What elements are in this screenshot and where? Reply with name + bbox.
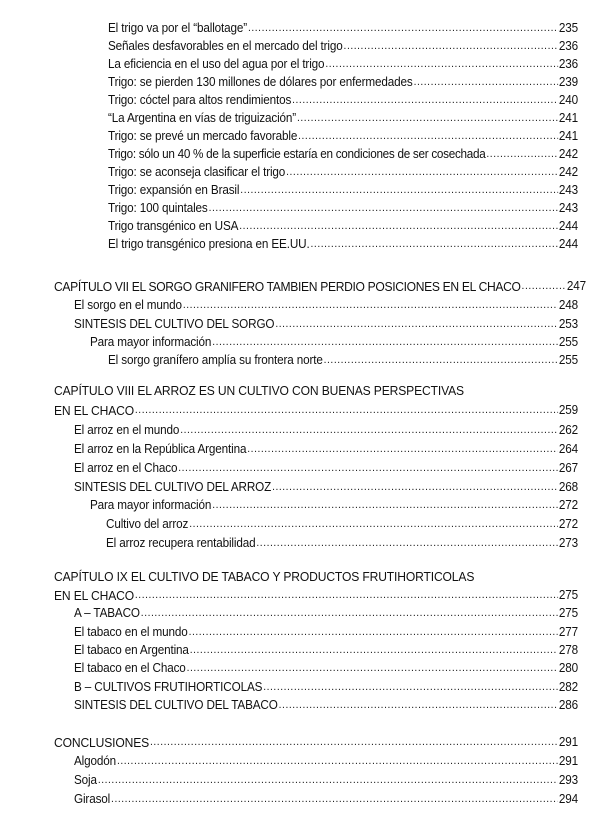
toc-entry [74,420,578,438]
toc-entry [108,180,578,198]
dot-leader [298,129,558,144]
chapter-heading [54,566,586,584]
entry-page: 255 [558,353,578,367]
entry-page: 291 [558,754,578,768]
entry-title: El trigo transgénico presiona en EE.UU. [108,237,310,251]
dot-leader [311,237,558,252]
dot-leader [256,536,558,551]
toc-entry [108,216,578,234]
dot-leader [178,461,558,476]
dot-leader [209,201,558,216]
toc-entry [108,90,578,108]
entry-title: El tabaco en Argentina [74,643,189,657]
entry-title: Trigo: se prevé un mercado favorable [108,129,298,143]
toc-entry [90,332,578,350]
entry-page: 275 [558,606,578,620]
dot-leader [248,21,558,36]
dot-leader [190,643,558,658]
entry-title: Soja [74,773,97,787]
entry-page: 282 [558,680,578,694]
dot-leader [297,111,558,126]
toc-entry [74,477,578,495]
dot-leader [414,75,558,90]
entry-page: 244 [558,219,578,233]
entry-title: EN EL CHACO [54,588,134,603]
toc-entry [108,350,578,368]
entry-page: 272 [558,517,578,531]
toc-entry [74,458,578,476]
dot-leader [263,680,558,695]
dot-leader [187,661,558,676]
toc-entry [108,234,578,252]
entry-page: 268 [558,480,578,494]
entry-title: CAPÍTULO IX EL CULTIVO DE TABACO Y PRODUCTOS FRUTIHORTICOLAS [54,569,475,584]
dot-leader [189,517,558,532]
dot-leader [522,279,566,294]
chapter-heading-continued [54,585,578,603]
entry-page: 247 [566,279,586,293]
entry-title: El arroz en la República Argentina [74,442,247,456]
toc-entry [74,439,578,457]
entry-title: CAPÍTULO VII EL SORGO GRANIFERO TAMBIEN PERDIO POSICIONES EN EL CHACO [54,279,521,294]
entry-page: 243 [558,183,578,197]
chapter-heading [54,276,586,294]
dot-leader [486,147,558,162]
entry-page: 294 [558,792,578,806]
entry-page: 243 [558,201,578,215]
entry-page: 259 [558,403,578,417]
dot-leader [98,773,558,788]
entry-title: Trigo: 100 quintales [108,201,208,215]
toc-entry [108,36,578,54]
entry-page: 244 [558,237,578,251]
entry-page: 272 [558,498,578,512]
entry-title: Trigo: cóctel para altos rendimientos [108,93,292,107]
entry-page: 240 [558,93,578,107]
toc-entry [74,603,578,621]
entry-title: Para mayor información [90,335,212,349]
toc-entry [74,789,578,807]
toc-entry [74,622,578,640]
toc-entry [108,72,578,90]
toc-entry [108,126,578,144]
toc-entry [108,162,578,180]
chapter-heading [54,732,578,750]
dot-leader [117,754,558,769]
entry-title: Para mayor información [90,498,212,512]
toc-entry [74,658,578,676]
entry-page: 286 [558,698,578,712]
entry-title: El arroz en el mundo [74,423,180,437]
entry-title: “La Argentina en vías de triguización” [108,111,297,125]
dot-leader [279,698,558,713]
entry-title: Trigo transgénico en USA [108,219,239,233]
entry-page: 248 [558,298,578,312]
dot-leader [111,792,558,807]
entry-title: Trigo: expansión en Brasil [108,183,240,197]
dot-leader [183,298,558,313]
entry-page: 264 [558,442,578,456]
dot-leader [135,403,558,418]
toc-entry [74,314,578,332]
entry-title: SINTESIS DEL CULTIVO DEL SORGO [74,317,275,331]
entry-page: 278 [558,643,578,657]
entry-title: Algodón [74,754,117,768]
toc-entry [74,677,578,695]
dot-leader [286,165,558,180]
dot-leader [135,588,558,603]
toc-entry [74,640,578,658]
toc-entry [74,695,578,713]
entry-page: 241 [558,129,578,143]
dot-leader [180,423,558,438]
dot-leader [150,735,558,750]
toc-entry [74,295,578,313]
dot-leader [344,39,558,54]
dot-leader [324,353,558,368]
entry-page: 277 [558,625,578,639]
entry-title: El arroz recupera rentabilidad [106,536,256,550]
entry-title: B – CULTIVOS FRUTIHORTICOLAS [74,680,263,694]
entry-page: 241 [558,111,578,125]
entry-page: 291 [558,735,578,749]
toc-entry [74,770,578,788]
entry-page: 236 [558,57,578,71]
toc-entry [106,533,578,551]
entry-title: SINTESIS DEL CULTIVO DEL TABACO [74,698,278,712]
toc-entry [108,144,578,162]
entry-page: 293 [558,773,578,787]
entry-title: El tabaco en el Chaco [74,661,186,675]
entry-title: Señales desfavorables en el mercado del trigo [108,39,343,53]
entry-title: El tabaco en el mundo [74,625,188,639]
entry-title: SINTESIS DEL CULTIVO DEL ARROZ [74,480,272,494]
chapter-heading [54,380,586,398]
dot-leader [212,335,558,350]
entry-title: CONCLUSIONES [54,735,150,750]
entry-page: 267 [558,461,578,475]
entry-page: 273 [558,536,578,550]
entry-title: La eficiencia en el uso del agua por el trigo [108,57,325,71]
entry-page: 253 [558,317,578,331]
entry-page: 275 [558,588,578,602]
entry-title: EN EL CHACO [54,403,134,418]
dot-leader [239,219,558,234]
entry-title: El arroz en el Chaco [74,461,178,475]
entry-page: 239 [558,75,578,89]
entry-title: Trigo: sólo un 40 % de la superficie estaría en condiciones de ser cosechada [108,147,486,161]
dot-leader [212,498,558,513]
toc-entry [90,495,578,513]
dot-leader [141,606,558,621]
dot-leader [247,442,558,457]
entry-title: El sorgo granífero amplía su frontera norte [108,353,323,367]
toc-entry [108,18,578,36]
entry-page: 236 [558,39,578,53]
dot-leader [240,183,558,198]
dot-leader [275,317,558,332]
entry-page: 280 [558,661,578,675]
toc-entry [108,108,578,126]
dot-leader [292,93,558,108]
entry-page: 255 [558,335,578,349]
entry-title: A – TABACO [74,606,140,620]
entry-title: Cultivo del arroz [106,517,189,531]
entry-page: 242 [558,165,578,179]
entry-title: El sorgo en el mundo [74,298,182,312]
entry-title: Girasol [74,792,111,806]
dot-leader [189,625,558,640]
toc-entry [74,751,578,769]
entry-page: 235 [558,21,578,35]
entry-title: El trigo va por el “ballotage” [108,21,248,35]
entry-page: 262 [558,423,578,437]
entry-title: Trigo: se pierden 130 millones de dólares por enfermedades [108,75,413,89]
entry-title: Trigo: se aconseja clasificar el trigo [108,165,286,179]
toc-entry [108,198,578,216]
dot-leader [272,480,558,495]
toc-entry [106,514,578,532]
toc-entry [108,54,578,72]
entry-page: 242 [558,147,578,161]
entry-title: CAPÍTULO VIII EL ARROZ ES UN CULTIVO CON BUENAS PERSPECTIVAS [54,383,464,398]
chapter-heading-continued [54,400,578,418]
dot-leader [325,57,558,72]
